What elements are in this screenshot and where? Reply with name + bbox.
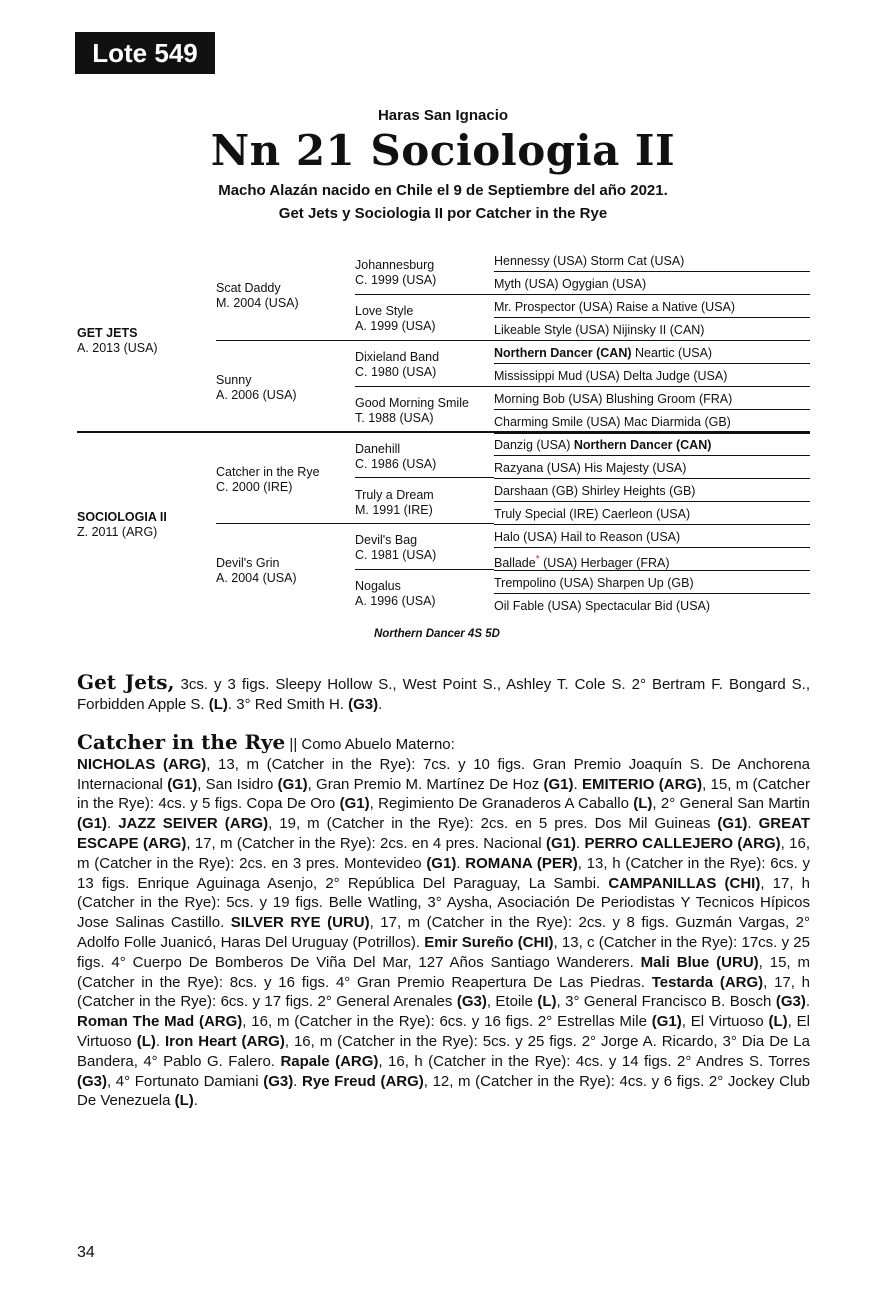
pedigree-table bbox=[77, 250, 810, 620]
gen3-name: Devil's Bag bbox=[355, 533, 418, 547]
gen2-name: Sunny bbox=[216, 373, 252, 387]
pedigree-gen3-5 bbox=[355, 442, 436, 472]
gen3-info: T. 1988 (USA) bbox=[355, 411, 434, 425]
pedigree-gen4-row: Charming Smile (USA) Mac Diarmida (GB) bbox=[494, 415, 731, 429]
gen4-underline bbox=[494, 386, 810, 387]
sire-name: GET JETS bbox=[77, 326, 138, 340]
gen4-underline bbox=[494, 478, 810, 479]
pedigree-gen4-row: Ballade* (USA) Herbager (FRA) bbox=[494, 554, 670, 571]
gen3-divider bbox=[355, 477, 494, 478]
gen4-underline bbox=[494, 340, 810, 341]
gen4-underline bbox=[494, 501, 810, 502]
gen4-underline bbox=[494, 294, 810, 295]
gen3-name: Truly a Dream bbox=[355, 488, 434, 502]
pedigree-gen4-row: Hennessy (USA) Storm Cat (USA) bbox=[494, 254, 685, 268]
gen4-underline bbox=[494, 524, 810, 525]
gen3-name: Love Style bbox=[355, 304, 414, 318]
gen4-underline bbox=[494, 570, 810, 571]
sire-section bbox=[77, 670, 811, 715]
dam-name: SOCIOLOGIA II bbox=[77, 510, 167, 524]
gen2-divider bbox=[216, 340, 494, 341]
gen3-name: Nogalus bbox=[355, 579, 401, 593]
gen2-name: Scat Daddy bbox=[216, 281, 281, 295]
pedigree-gen3-1 bbox=[355, 258, 436, 288]
pedigree-gen3-6 bbox=[355, 488, 434, 518]
gen4-underline bbox=[494, 271, 810, 272]
pedigree-gen4-row: Darshaan (GB) Shirley Heights (GB) bbox=[494, 484, 696, 498]
sire-info: A. 2013 (USA) bbox=[77, 341, 158, 355]
gen3-info: M. 1991 (IRE) bbox=[355, 503, 433, 517]
gen4-underline bbox=[494, 547, 810, 548]
gen3-name: Johannesburg bbox=[355, 258, 435, 272]
gen3-info: C. 1986 (USA) bbox=[355, 457, 437, 471]
pedigree-gen4-row: Truly Special (IRE) Caerleon (USA) bbox=[494, 507, 691, 521]
gen4-underline bbox=[494, 593, 810, 594]
gen3-name: Good Morning Smile bbox=[355, 396, 469, 410]
pedigree-gen2-4 bbox=[216, 556, 297, 586]
breeder-name: Haras San Ignacio bbox=[377, 107, 509, 124]
gen3-divider bbox=[355, 386, 494, 387]
inbreeding-note: Northern Dancer 4S 5D bbox=[374, 628, 500, 640]
gen2-info: M. 2004 (USA) bbox=[216, 296, 299, 310]
description-line-1: Macho Alazán nacido en Chile el 9 de Septiembre del año 2021. bbox=[218, 182, 668, 199]
gen2-name: Devil's Grin bbox=[216, 556, 280, 570]
pedigree-gen2-1 bbox=[216, 281, 299, 311]
gen3-divider bbox=[355, 294, 494, 295]
dam-info: Z. 2011 (ARG) bbox=[77, 525, 158, 539]
dam-sire-description: NICHOLAS (ARG), 13, m (Catcher in the Rye): 7cs. y 10 figs. Gran Premio Joaquín S. De Anchorena Internacional (G1), San Isidro (G1), Gran Premio M. Martínez De Hoz (G1). EMITERIO (ARG), 15, m (Catcher in the Rye): 4cs. y 5 figs. Copa De Oro (G1), Regimiento De Granaderos A Caballo (L), 2° General San Martin (G1). JAZZ SEIVER (ARG), 19, m (Catcher in the Rye): 2cs. en 5 pres. Dos Mil Guineas (G1). GREAT ESCAPE (ARG), 17, m (Catcher in the Rye): 2cs. en 4 pres. Nacional (G1). PERRO CALLEJERO (ARG), 16, m (Catcher in the Rye): 2cs. en 3 pres. Montevideo (G1). ROMANA (PER), 13, h (Catcher in the Rye): 6cs. y 13 figs. Enrique Aguinaga Asenjo, 2° República Del Paraguay, La Sambi. CAMPANILLAS (CHI), 17, h (Catcher in the Rye): 5cs. y 19 figs. Belle Watling, 3° Aysha, Asociación De Periodistas Y Tecnicos Hípicos Jose Salinas Castillo. SILVER RYE (URU), 17, m (Catcher in the Rye): 2cs. y 8 figs. Guzmán Vargas, 2° Adolfo Folle Juanicó, Haras Del Uruguay (Potrillos). Emir Sureño (CHI), 13, c (Catcher in the Rye): 17cs. y 25 figs. 4° Cuerpo De Bomberos De Viña Del Mar, 127 Años Santiago Wanderers. Mali Blue (URU), 15, m (Catcher in the Rye): 8cs. y 16 figs. 4° Gran Premio Reapertura De Las Piedras. Testarda (ARG), 17, h (Catcher in the Rye): 6cs. y 17 figs. 2° General Arenales (G3), Etoile (L), 3° General Francisco B. Bosch (G3). Roman The Mad (ARG), 16, m (Catcher in the Rye): 6cs. y 16 figs. 2° Estrellas Mile (G1), El Virtuoso (L), El Virtuoso (L). Iron Heart (ARG), 16, m (Catcher in the Rye): 5cs. y 25 figs. 2° Jorge A. Ricardo, 3° Dia De La Bandera, 4° Pablo G. Falero. Rapale (ARG), 16, h (Catcher in the Rye): 4cs. y 14 figs. 2° Andres S. Torres (G3), 4° Fortunato Damiani (G3). Rye Freud (ARG), 12, m (Catcher in the Rye): 4cs. y 6 figs. 2° Jockey Club De Venezuela (L). bbox=[77, 755, 811, 1110]
gen3-name: Danehill bbox=[355, 442, 401, 456]
pedigree-gen3-4 bbox=[355, 396, 469, 426]
gen3-info: A. 1996 (USA) bbox=[355, 594, 436, 608]
pedigree-gen4-row: Myth (USA) Ogygian (USA) bbox=[494, 277, 647, 291]
page-number: 34 bbox=[77, 1244, 95, 1261]
gen3-info: C. 1980 (USA) bbox=[355, 365, 437, 379]
pedigree-gen4-row: Likeable Style (USA) Nijinsky II (CAN) bbox=[494, 323, 705, 337]
gen4-underline bbox=[494, 317, 810, 318]
gen2-name: Catcher in the Rye bbox=[216, 465, 320, 479]
gen3-info: C. 1981 (USA) bbox=[355, 548, 437, 562]
pedigree-gen3-7 bbox=[355, 533, 436, 563]
gen2-info: C. 2000 (IRE) bbox=[216, 480, 293, 494]
pedigree-gen2-2 bbox=[216, 373, 297, 403]
gen2-info: A. 2004 (USA) bbox=[216, 571, 297, 585]
sire-description: 3cs. y 3 figs. Sleepy Hollow S., West Point S., Ashley T. Cole S. 2° Bertram F. Bongard S., Forbidden Apple S. (L). 3° Red Smith H. (G3). bbox=[77, 676, 811, 713]
pedigree-gen4-row: Mississippi Mud (USA) Delta Judge (USA) bbox=[494, 369, 728, 383]
sire-heading: Get Jets, bbox=[77, 670, 175, 694]
gen4-underline bbox=[494, 455, 810, 456]
pedigree-gen4-row: Mr. Prospector (USA) Raise a Native (USA) bbox=[494, 300, 736, 314]
sire-dam-divider bbox=[77, 431, 810, 433]
lot-label: Lote 549 bbox=[75, 32, 215, 74]
pedigree-gen4-row: Razyana (USA) His Majesty (USA) bbox=[494, 461, 687, 475]
dam-sire-heading: Catcher in the Rye bbox=[77, 730, 286, 754]
gen4-underline bbox=[494, 363, 810, 364]
gen3-divider bbox=[355, 569, 494, 570]
pedigree-gen3-3 bbox=[355, 350, 439, 380]
dam-sire-subheading: || Como Abuelo Materno: bbox=[285, 736, 455, 753]
pedigree-gen4-row: Halo (USA) Hail to Reason (USA) bbox=[494, 530, 681, 544]
horse-name: Nn 21 Sociologia II bbox=[210, 126, 676, 175]
gen4-underline bbox=[494, 409, 810, 410]
pedigree-gen2-3 bbox=[216, 465, 320, 495]
pedigree-gen4-row: Morning Bob (USA) Blushing Groom (FRA) bbox=[494, 392, 733, 406]
description-line-2: Get Jets y Sociologia II por Catcher in the Rye bbox=[278, 205, 608, 222]
dam-sire-section bbox=[77, 730, 811, 1111]
pedigree-gen4-row: Trempolino (USA) Sharpen Up (GB) bbox=[494, 576, 694, 590]
pedigree-gen4-row: Danzig (USA) Northern Dancer (CAN) bbox=[494, 438, 712, 452]
pedigree-gen4-row: Northern Dancer (CAN) Neartic (USA) bbox=[494, 346, 713, 360]
pedigree-gen3-8 bbox=[355, 579, 436, 609]
gen3-name: Dixieland Band bbox=[355, 350, 440, 364]
gen3-info: A. 1999 (USA) bbox=[355, 319, 436, 333]
pedigree-dam bbox=[77, 510, 167, 540]
pedigree-sire bbox=[77, 326, 158, 356]
gen3-info: C. 1999 (USA) bbox=[355, 273, 437, 287]
gen2-divider bbox=[216, 523, 494, 524]
pedigree-gen4-row: Oil Fable (USA) Spectacular Bid (USA) bbox=[494, 599, 711, 613]
gen2-info: A. 2006 (USA) bbox=[216, 388, 297, 402]
pedigree-gen3-2 bbox=[355, 304, 436, 334]
